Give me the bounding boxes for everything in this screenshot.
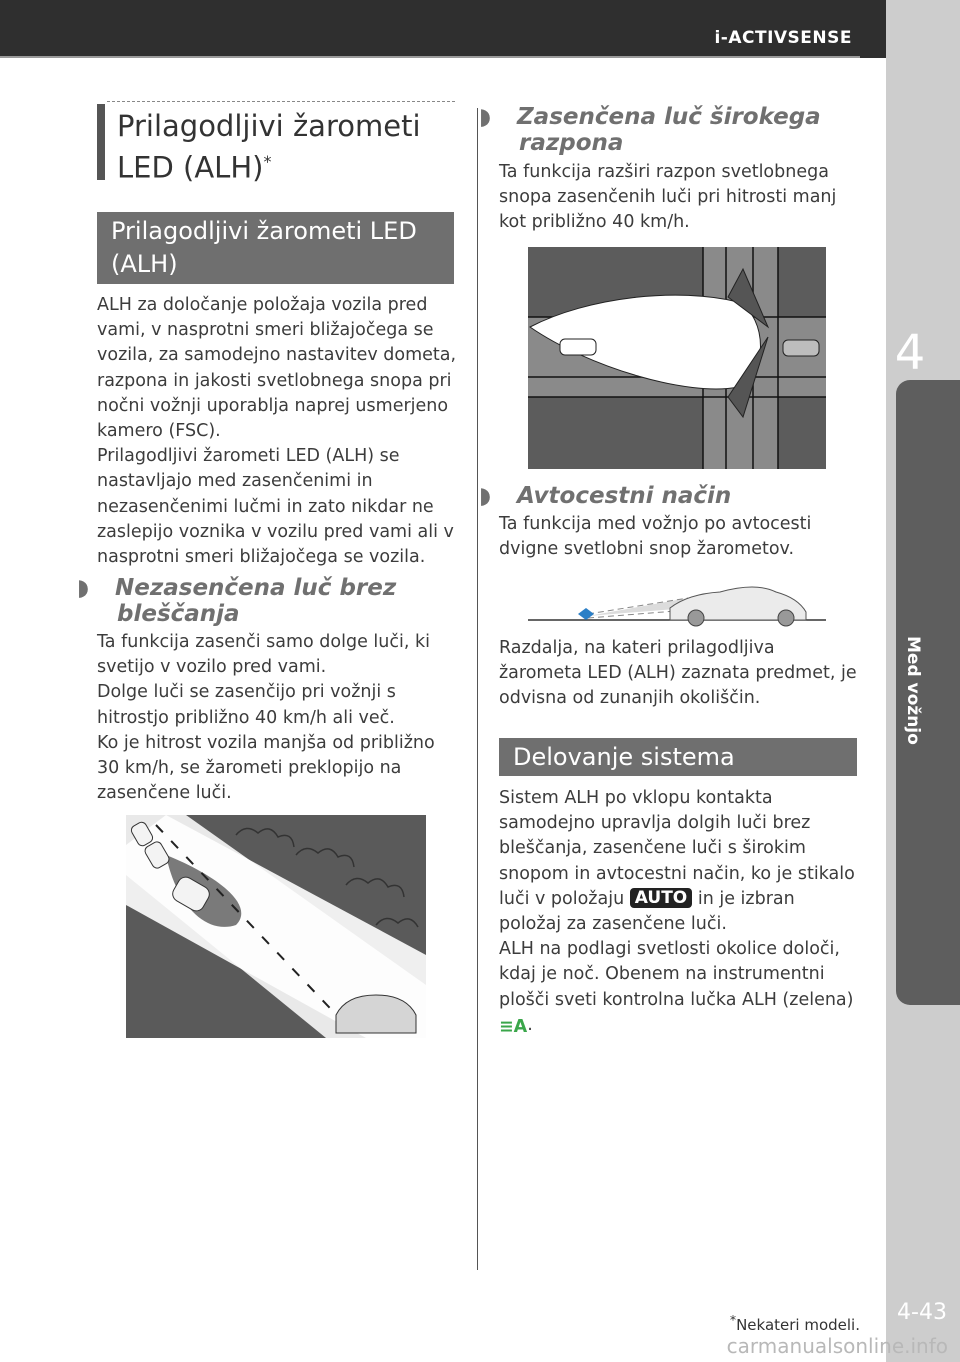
subheading-glare-free [77, 575, 457, 627]
footnote-marker: * [729, 1312, 737, 1327]
chapter-label: Med vožnjo [903, 636, 923, 745]
wide-range-illustration [528, 247, 826, 469]
glare-free-paragraph-2: Dolge luči se zasenčijo pri vožnji s hitrostjo približno 40 km/h ali več. [97, 682, 396, 728]
watermark: carmanualsonline.info [726, 1334, 948, 1358]
glare-free-paragraph-1: Ta funkcija zasenči samo dolge luči, ki svetijo v vozilo pred vami. [97, 632, 430, 678]
title-accent-bar [97, 104, 105, 180]
subheading-wide-range [479, 104, 859, 156]
alh-description [97, 293, 457, 570]
subheading-highway [479, 483, 859, 509]
footnote [730, 1312, 860, 1334]
page-number: 4-43 [897, 1300, 947, 1325]
wide-range-description: Ta funkcija razširi razpon svetlobnega snopa zasenčenih luči pri hitrosti manj kot približno 40 km/h. [499, 162, 837, 233]
alh-indicator-letter: A [513, 1016, 528, 1037]
page-title [117, 108, 457, 186]
highway-note: Razdalja, na kateri prilagodljiva žarometa LED (ALH) zaznata predmet, je odvisna od zunanjih okoliščin. [499, 638, 857, 709]
header-section-title: i-ACTIVSENSE [714, 28, 852, 48]
section-heading-operation: Delovanje sistema [499, 738, 857, 776]
glare-free-paragraph-3: Ko je hitrost vozila manjša od približno 30 km/h, se žarometi preklopijo na zasenčene luči. [97, 732, 435, 804]
page-title-marker: * [263, 152, 272, 171]
chevron-marker-icon: ◗ [479, 483, 492, 509]
auto-switch-label: AUTO [630, 888, 693, 908]
operation-text-1: Sistem ALH po vklopu kontakta samodejno upravlja dolgih luči brez bleščanja, zasenčene luči s širokim snopom in avtocestni način, ko je stikalo luči v položaju [499, 788, 855, 909]
glare-free-description [97, 630, 457, 806]
title-rule [107, 101, 455, 102]
chevron-marker-icon: ◗ [479, 104, 492, 130]
main-title-block [97, 104, 457, 184]
highway-illustration [528, 568, 826, 628]
column-divider [477, 108, 478, 1270]
operation-text-3: ALH na podlagi svetlosti okolice določi, kdaj je noč. Obenem na instrumentni plošči sveti kontrolna lučka ALH (zelena) [499, 939, 854, 1010]
footnote-text: Nekateri modeli. [736, 1316, 860, 1334]
alh-indicator-icon: ≡A [499, 1016, 528, 1037]
section-heading-alh: Prilagodljivi žarometi LED (ALH) [97, 212, 454, 284]
wide-range-heading: Zasenčena luč širokega razpona [517, 104, 821, 156]
alh-paragraph-1: ALH za določanje položaja vozila pred vami, v nasprotni smeri bližajočega se vozila, za samodejno nastavitev dometa, razpona in jakosti svetlobnega snopa pri nočni vožnji uporablja naprej usmerjeno kamero (FSC). [97, 295, 457, 442]
highway-heading: Avtocestni način [517, 483, 732, 509]
operation-text-2: in je izbran položaj za zasenčene luči. [499, 888, 795, 935]
chapter-number: 4 [894, 325, 926, 381]
chevron-marker-icon: ◗ [77, 575, 90, 601]
glare-free-illustration [126, 815, 426, 1038]
alh-paragraph-2: Prilagodljivi žarometi LED (ALH) se nastavljajo med zasenčenimi in nezasenčenimi lučmi in zato nikdar ne zaslepijo voznika v vozilu pred vami ali v nasprotni smeri bližajočega se vozila. [97, 446, 454, 568]
operation-text-4: . [527, 1014, 533, 1035]
operation-description [499, 786, 861, 1040]
page-title-text: Prilagodljivi žarometi LED (ALH) [117, 109, 421, 185]
glare-free-heading: Nezasenčena luč brez bleščanja [115, 575, 397, 627]
header-underline [0, 56, 860, 58]
highway-description: Ta funkcija med vožnjo po avtocesti dvigne svetlobni snop žarometov. [499, 514, 812, 560]
